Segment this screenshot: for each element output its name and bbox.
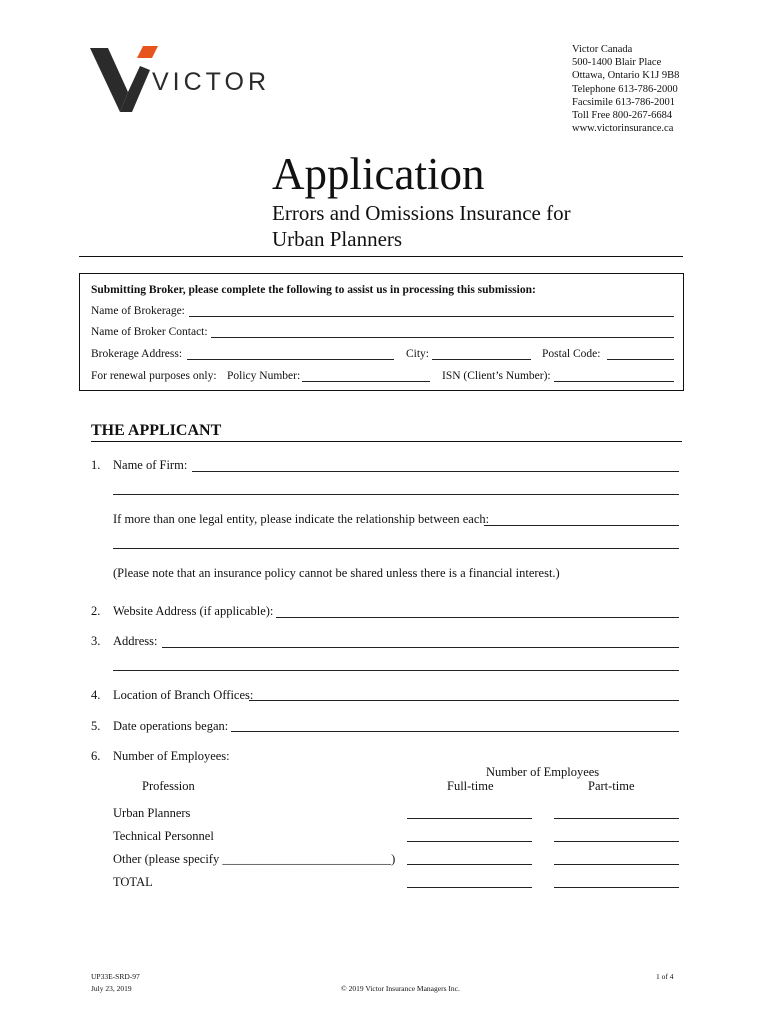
victor-logo (88, 42, 278, 114)
brokerage-name-field[interactable] (189, 316, 674, 317)
isn-label: ISN (Client’s Number): (442, 370, 551, 382)
employee-row-label: Technical Personnel (113, 829, 214, 843)
fulltime-header: Full-time (447, 779, 494, 793)
brokerage-address-label: Brokerage Address: (91, 348, 183, 360)
isn-field[interactable] (554, 381, 674, 382)
urban-planners-fulltime-field[interactable] (407, 818, 532, 819)
profession-header: Profession (142, 779, 195, 793)
q2-label: Website Address (if applicable): (113, 604, 274, 618)
broker-contact-field[interactable] (211, 337, 674, 338)
page-title: Application (272, 149, 485, 199)
address-field-2[interactable] (113, 670, 679, 671)
employee-row-label: Urban Planners (113, 806, 191, 820)
footer-copyright: © 2019 Victor Insurance Managers Inc. (341, 984, 460, 993)
contact-line: 500-1400 Blair Place (572, 57, 662, 69)
brokerage-name-label: Name of Brokerage: (91, 305, 185, 317)
footer-page-number: 1 of 4 (656, 972, 674, 981)
address-field[interactable] (162, 647, 679, 648)
urban-planners-parttime-field[interactable] (554, 818, 679, 819)
contact-line: Facsimile 613-786-2001 (572, 96, 675, 108)
date-operations-field[interactable] (231, 731, 679, 732)
broker-contact-label: Name of Broker Contact: (91, 326, 208, 338)
branch-offices-field[interactable] (249, 700, 679, 701)
footer-form-code: UP33E-SRD-97 (91, 972, 140, 981)
section-heading-applicant: THE APPLICANT (91, 422, 222, 439)
relationship-field[interactable] (484, 525, 679, 526)
technical-fulltime-field[interactable] (407, 841, 532, 842)
postal-code-field[interactable] (607, 359, 674, 360)
brokerage-address-field[interactable] (187, 359, 394, 360)
q1-note: (Please note that an insurance policy cannot be shared unless there is a financial interest.) (113, 566, 560, 580)
contact-line: Victor Canada (572, 44, 633, 55)
q5-label: Date operations began: (113, 719, 229, 733)
firm-name-field-2[interactable] (113, 494, 679, 495)
contact-website-link[interactable]: www.victorinsurance.ca (572, 123, 674, 135)
q6-label: Number of Employees: (113, 749, 230, 763)
page-subtitle (272, 200, 571, 252)
contact-block (572, 43, 679, 135)
q1-label: Name of Firm: (113, 458, 188, 472)
section-divider (91, 441, 682, 442)
q1-relationship-label: If more than one legal entity, please indicate the relationship between each: (113, 512, 490, 526)
q6-number: 6. (91, 749, 101, 763)
city-field[interactable] (432, 359, 531, 360)
victor-logo-icon (88, 42, 158, 114)
total-fulltime-field[interactable] (407, 887, 532, 888)
contact-line: Telephone 613-786-2000 (572, 83, 678, 95)
other-fulltime-field[interactable] (407, 864, 532, 865)
employee-row-label: Other (please specify ___________________________) (113, 852, 396, 866)
subtitle-line-2: Urban Planners (272, 227, 403, 251)
city-label: City: (406, 348, 430, 360)
q3-label: Address: (113, 634, 158, 648)
postal-code-label: Postal Code: (542, 348, 601, 360)
total-parttime-field[interactable] (554, 887, 679, 888)
renewal-label: For renewal purposes only: (91, 370, 217, 382)
title-divider (79, 256, 683, 257)
q1-number: 1. (91, 458, 101, 472)
policy-number-label: Policy Number: (227, 370, 301, 382)
logo-wordmark: VICTOR (152, 68, 270, 96)
website-field[interactable] (276, 617, 679, 618)
other-parttime-field[interactable] (554, 864, 679, 865)
q2-number: 2. (91, 604, 101, 618)
contact-line: Toll Free 800-267-6684 (572, 110, 673, 122)
employees-group-header: Number of Employees (486, 765, 600, 779)
q4-number: 4. (91, 688, 101, 702)
policy-number-field[interactable] (302, 381, 430, 382)
subtitle-line-1: Errors and Omissions Insurance for (272, 201, 571, 225)
firm-name-field[interactable] (192, 471, 679, 472)
technical-parttime-field[interactable] (554, 841, 679, 842)
q5-number: 5. (91, 719, 101, 733)
contact-line: Ottawa, Ontario K1J 9B8 (572, 70, 680, 82)
parttime-header: Part-time (588, 779, 635, 793)
q3-number: 3. (91, 634, 101, 648)
employee-row-label: TOTAL (113, 875, 153, 889)
broker-intro: Submitting Broker, please complete the following to assist us in processing this submission: (91, 284, 536, 296)
q4-label: Location of Branch Offices: (113, 688, 254, 702)
relationship-field-2[interactable] (113, 548, 679, 549)
footer-date: July 23, 2019 (91, 984, 132, 993)
